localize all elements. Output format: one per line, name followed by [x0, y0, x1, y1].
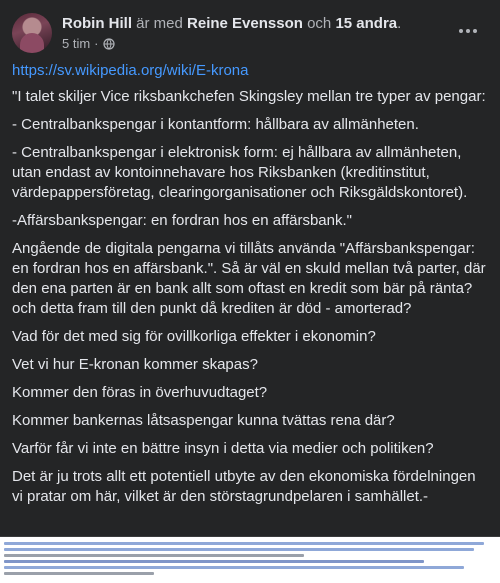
avatar[interactable]	[12, 13, 52, 53]
wikipedia-link[interactable]: https://sv.wikipedia.org/wiki/E-krona	[12, 62, 249, 79]
preview-text-line	[4, 554, 304, 557]
post-paragraph: Angående de digitala pengarna vi tillåts använda "Affärsbankspengar: en fordran hos en affärsbank.". Så är väl en skuld mellan två parter, där den ena parten är en bank allt som oftast en kredit som bär på ränta? och detta fram till den punkt då krediten är död - amorterad?	[12, 240, 486, 317]
post-paragraph: Varför får vi inte en bättre insyn i detta via medier och politiken?	[12, 440, 434, 457]
more-options-button[interactable]	[450, 17, 486, 45]
globe-icon[interactable]	[103, 38, 115, 50]
period-text: .	[397, 15, 402, 32]
post-paragraph: Det är ju trots allt ett potentiell utbyte av den ekonomiska fördelningen vi pratar om här, vilket är den störstagrundpelaren i samhället.-	[12, 468, 476, 505]
more-options-dot	[466, 29, 470, 33]
post-content	[12, 61, 486, 515]
preview-text-line	[4, 572, 154, 575]
post-time[interactable]: 5 tim	[62, 36, 91, 51]
author-line	[62, 14, 452, 33]
preview-text-line	[4, 542, 484, 545]
post-paragraph: - Centralbankspengar i kontantform: hållbara av allmänheten.	[12, 116, 419, 133]
link-paragraph	[12, 61, 486, 81]
avatar-figure	[20, 33, 44, 53]
others-link[interactable]: 15 andra	[335, 15, 398, 32]
meta-separator: ·	[94, 36, 99, 51]
preview-text-line	[4, 560, 424, 563]
post-meta	[62, 36, 452, 52]
post-header-text	[62, 14, 452, 52]
preview-text-line	[4, 566, 464, 569]
tagged-person[interactable]: Reine Evensson	[187, 15, 303, 32]
post-paragraph: - Centralbankspengar i elektronisk form: ej hållbara av allmänheten, utan endast av kontoinnehavare hos Riksbanken (kreditinstitut, värdepappersföretag, clearingorganisationer och Riksgäldskontoret).	[12, 144, 468, 201]
preview-text-line	[4, 548, 474, 551]
with-text: är med	[136, 15, 183, 32]
and-text: och	[307, 15, 332, 32]
author-name[interactable]: Robin Hill	[62, 15, 132, 32]
post-paragraph: "I talet skiljer Vice riksbankchefen Skingsley mellan tre typer av pengar:	[12, 88, 486, 105]
post-paragraph: Kommer bankernas låtsaspengar kunna tvättas rena där?	[12, 412, 395, 429]
more-options-icon	[459, 29, 463, 33]
post-header	[12, 13, 488, 55]
more-options-dot	[473, 29, 477, 33]
post-paragraph: Vet vi hur E-kronan kommer skapas?	[12, 356, 258, 373]
post-paragraph: Vad för det med sig för ovillkorliga effekter i ekonomin?	[12, 328, 376, 345]
post-paragraph: -Affärsbankspengar: en fordran hos en affärsbank."	[12, 212, 352, 229]
post-paragraph: Kommer den föras in överhuvudtaget?	[12, 384, 268, 401]
attached-image-preview[interactable]	[0, 536, 500, 583]
